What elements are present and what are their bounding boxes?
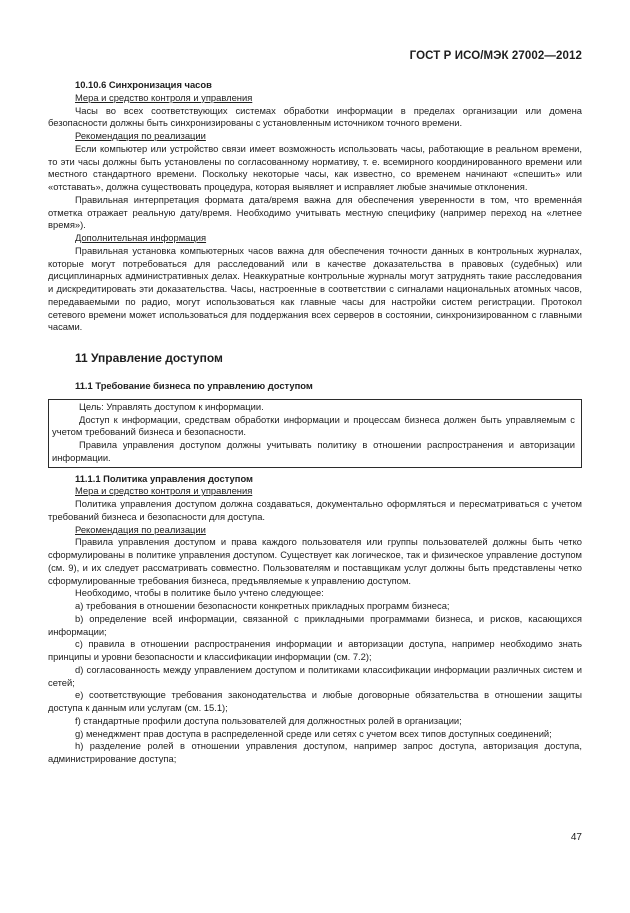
guidance-paragraph: Необходимо, чтобы в политике было учтено следующее:	[75, 587, 324, 599]
list-item: d) согласованность между управлением доступом и политиками классификации информации различных систем и сетей;	[48, 663, 582, 688]
guidance-paragraph: Если компьютер или устройство связи имеет возможность использовать часы, работающие в реальном времени, то эти часы должны быть установлены по согласованному нормативу, т. е. всемирного координированного времени или местного стандартного времени. Поскольку некоторые часы, как известно, со временем начинают «спешить» или «отставать», должна существовать процедура, которая выявляет и исправляет любые значимые отклонения.	[48, 142, 582, 192]
control-text: Политика управления доступом должна создаваться, документально оформляться и пересматриваться с учетом требований бизнеса и безопасности для доступа.	[48, 498, 582, 522]
list-item: а) требования в отношении безопасности конкретных прикладных программ бизнеса;	[75, 600, 450, 611]
objective-box	[48, 399, 582, 468]
guidance-paragraph: Правильная интерпретация формата дата/время важна для обеспечения уверенности в том, что временна́я отметка отражает реальную дату/время. Необходимо учитывать местную специфику (например переход на «летнее время»).	[48, 193, 582, 231]
section-10-10-6-title: 10.10.6 Синхронизация часов	[75, 79, 212, 90]
document-header: ГОСТ Р ИСО/МЭК 27002—2012	[409, 50, 582, 62]
section-11-1-title: 11.1 Требование бизнеса по управлению доступом	[75, 380, 313, 391]
section-11-1-1-title: 11.1.1 Политика управления доступом	[75, 472, 253, 484]
objective-line: Цель: Управлять доступом к информации.	[79, 400, 264, 412]
guidance-label: Рекомендация по реализации	[75, 523, 206, 535]
control-label: Мера и средство контроля и управления	[75, 485, 253, 497]
control-label: Мера и средство контроля и управления	[75, 91, 253, 103]
other-info-label: Дополнительная информация	[75, 232, 207, 243]
list-item: с) правила в отношении распространения информации и авторизации доступа, например необходимо знать принципы и уровни безопасности и классификации информации (см. 7.2);	[48, 638, 582, 662]
page-number: 47	[570, 832, 582, 843]
list-item: f) стандартные профили доступа пользователей для должностных ролей в организации;	[75, 714, 462, 726]
objective-line: Доступ к информации, средствам обработки информации и процессам бизнеса должен быть управляемым с учетом требований бизнеса и безопасности.	[52, 413, 575, 438]
list-item: g) менеджмент прав доступа в распределенной среде или сетях с учетом всех типов доступных соединений;	[75, 727, 552, 739]
list-item: е) соответствующие требования законодательства и любые договорные обязательства в отношении защиты доступа к данным или услугам (см. 15.1);	[48, 689, 582, 713]
other-info-text: Правильная установка компьютерных часов важна для обеспечения точности данных в контрольных журналах, которые могут потребоваться для расследований или в качестве доказательства в правовых (судебных) или дисциплинарных административных делах. Неаккуратные контрольные журналы могут затруднять такие расследования и дискредитировать эти доказательства. Часы, настроенные в соответствии с сигналами национальных атомных часов, передаваемыми по радио, могут использоваться как главные часы для настройки систем регистрации. Протокол сетевого времени может использоваться для поддержания всех серверов в состоянии, синхронизированном с главными часами.	[48, 244, 582, 333]
guidance-paragraph: Правила управления доступом и права каждого пользователя или группы пользователей должны быть четко сформулированы в политике управления доступом. Существует как логическое, так и физическое управление доступом (см. 9), и их следует рассматривать совместно. Пользователям и поставщикам услуг должны быть представлены четко сформулированные требования бизнеса, предъявляемые к управлению доступом.	[48, 536, 582, 586]
section-11-title: 11 Управление доступом	[75, 351, 223, 365]
objective-line: Правила управления доступом должны учитывать политику в отношении распространения и авторизации информации.	[52, 439, 575, 463]
list-item: b) определение всей информации, связанной с прикладными программами бизнеса, и рисков, касающихся информации;	[48, 612, 582, 637]
control-text: Часы во всех соответствующих системах обработки информации в пределах организации или домена безопасности должны быть синхронизированы с установленным источником точного времени.	[48, 104, 582, 129]
page-content	[48, 79, 582, 766]
guidance-label: Рекомендация по реализации	[75, 130, 206, 141]
list-item: h) разделение ролей в отношении управления доступом, например запрос доступа, авторизация доступа, администрирование доступа;	[48, 740, 582, 764]
